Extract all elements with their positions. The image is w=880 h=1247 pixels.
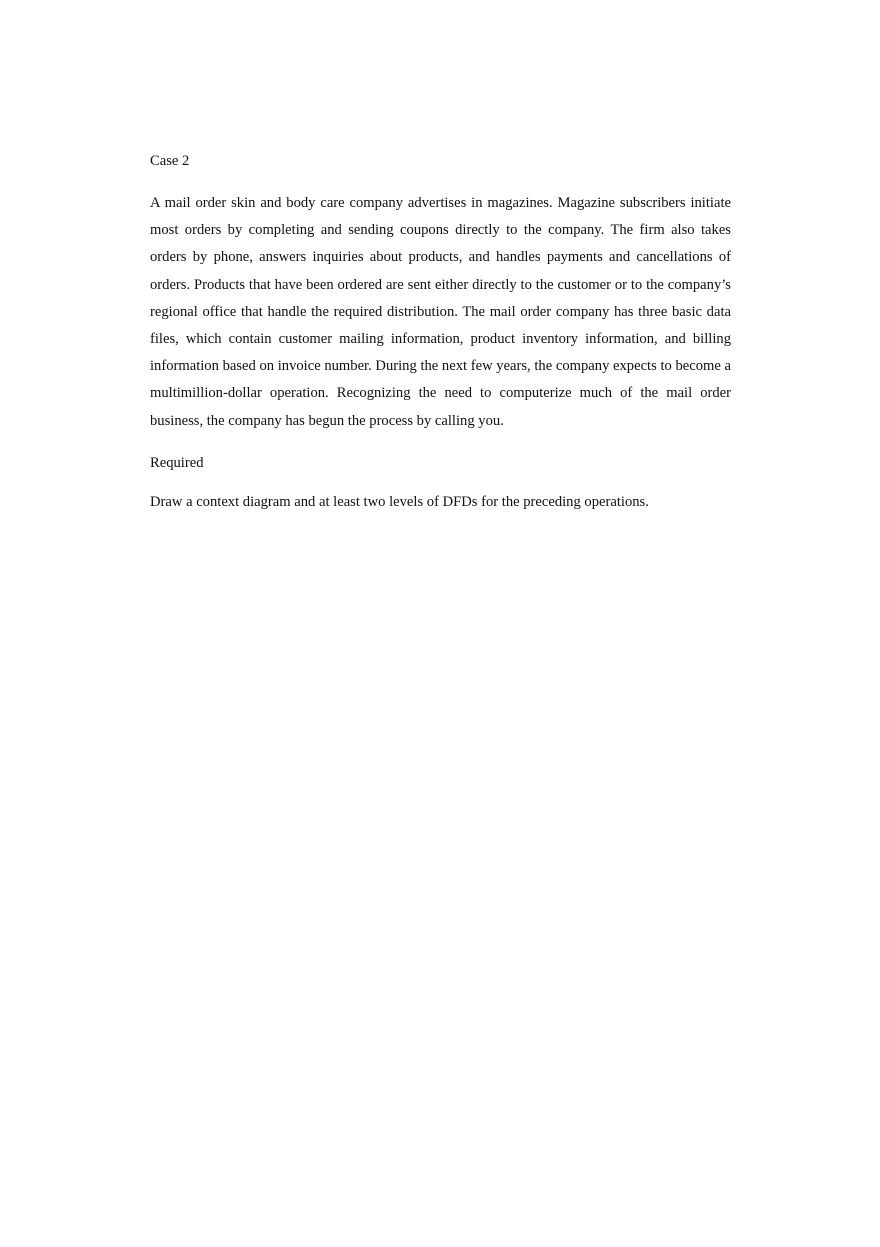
case-title: Case 2	[150, 153, 190, 169]
required-instruction: Draw a context diagram and at least two levels of DFDs for the preceding operations.	[150, 493, 649, 510]
case-description-paragraph: A mail order skin and body care company advertises in magazines. Magazine subscribers initiate most orders by completing and sending coupons directly to the company. The firm also takes orders by phone, answers inquiries about products, and handles payments and cancellations of orders. Products that have been ordered are sent either directly to the customer or to the company’s regional office that handle the required distribution. The mail order company has three basic data files, which contain customer mailing information, product inventory information, and billing information based on invoice number. During the next few years, the company expects to become a multimillion-dollar operation. Recognizing the need to computerize much of the mail order business, the company has begun the process by calling you.	[150, 195, 731, 429]
document-content	[150, 150, 731, 513]
required-heading: Required	[150, 454, 204, 471]
